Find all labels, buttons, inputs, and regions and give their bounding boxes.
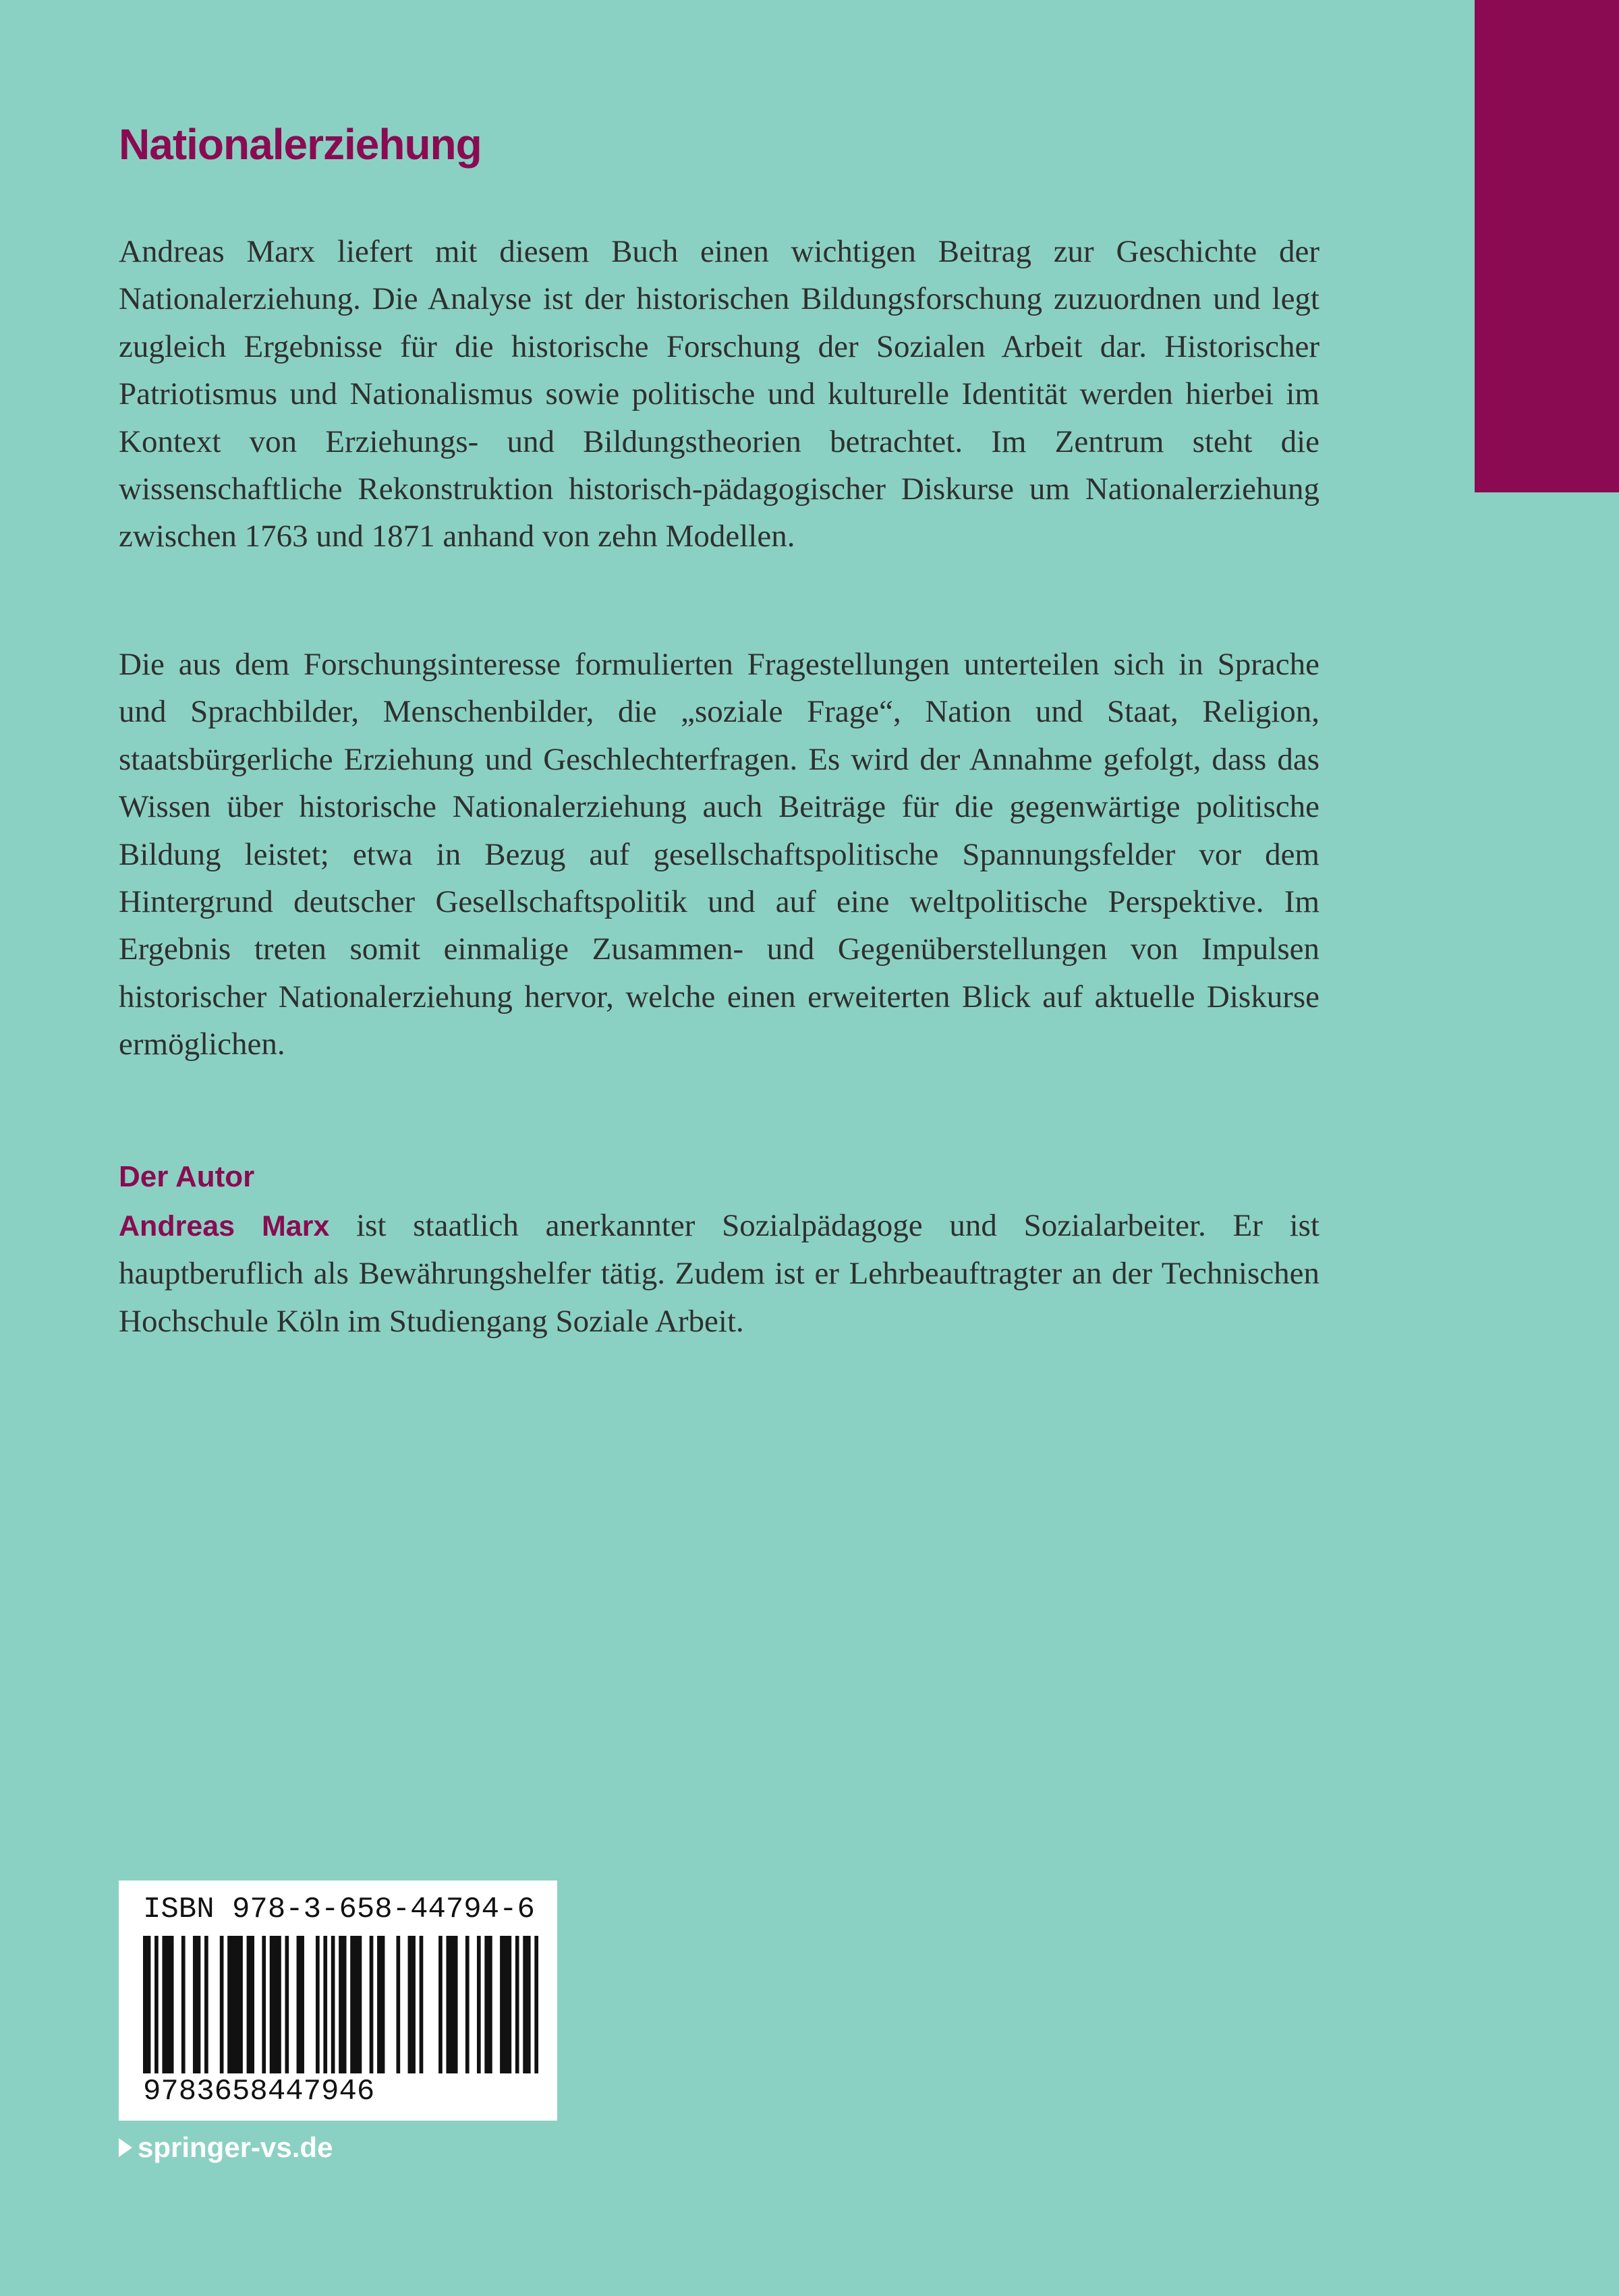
barcode-bar xyxy=(270,1936,281,2073)
barcode-bar xyxy=(370,1936,374,2073)
author-name: Andreas Marx xyxy=(119,1210,330,1242)
author-heading: Der Autor xyxy=(119,1160,255,1193)
website-text: springer-vs.de xyxy=(138,2131,333,2163)
barcode-bar xyxy=(339,1936,346,2073)
author-bio xyxy=(119,1202,1319,1345)
barcode-bar xyxy=(377,1936,385,2073)
barcode-bar xyxy=(193,1936,200,2073)
isbn-label: ISBN 978-3-658-44794-6 xyxy=(143,1893,535,1926)
barcode-bar xyxy=(484,1936,492,2073)
barcode-bar xyxy=(408,1936,416,2073)
barcode-bar xyxy=(181,1936,186,2073)
barcode-bar xyxy=(477,1936,481,2073)
barcode-bar xyxy=(523,1936,530,2073)
book-title: Nationalerziehung xyxy=(119,120,482,169)
barcode-bar xyxy=(143,1936,150,2073)
barcode-bar xyxy=(262,1936,266,2073)
barcode-bar xyxy=(220,1936,224,2073)
barcode-bar xyxy=(465,1936,470,2073)
barcode-bar xyxy=(316,1936,320,2073)
barcode-bar xyxy=(162,1936,173,2073)
barcode-bar xyxy=(446,1936,457,2073)
barcode-bar xyxy=(247,1936,254,2073)
description-paragraph-2: Die aus dem Forschungsinteresse formulierten Fragestellungen unterteilen sich in Sprache und Sprachbilder, Menschenbilder, die „soziale Frage“, Nation und Staat, Religion, staatsbürgerliche Erziehung und Geschlechterfragen. Es wird der Annahme gefolgt, dass das Wissen über historische Nationalerziehung auch Beiträge für die gegenwärtige politische Bildung leistet; etwa in Bezug auf gesellschaftspolitische Spannungsfelder vor dem Hintergrund deutscher Gesellschaftspolitik und auf eine weltpolitische Perspektive. Im Ergebnis treten somit einmalige Zusammen- und Gegenüberstellungen von Impulsen historischer Nationalerziehung hervor, welche einen erweiterten Blick auf aktuelle Diskurse ermöglichen. xyxy=(119,647,1319,1062)
barcode-bar xyxy=(331,1936,335,2073)
author-bio-text: ist staatlich anerkannter Sozialpädagoge und Sozialarbeiter. Er ist hauptberuflich als Bewährungshelfer tätig. Zudem ist er Lehrbeauftragter an der Technischen Hochschule Köln im Studiengang Soziale Arbeit. xyxy=(119,1208,1319,1339)
description-paragraph-1: Andreas Marx liefert mit diesem Buch einen wichtigen Beitrag zur Geschichte der Nationalerziehung. Die Analyse ist der historischen Bildungsforschung zuzuordnen und legt zugleich Ergebnisse für die historische Forschung der Sozialen Arbeit dar. Historischer Patriotismus und Nationalismus sowie politische und kulturelle Identität werden hierbei im Kontext von Erziehungs- und Bildungstheorien betrachtet. Im Zentrum steht die wissenschaftliche Rekonstruktion historisch-pädagogischer Diskurse um Nationalerziehung zwischen 1763 und 1871 anhand von zehn Modellen. xyxy=(119,234,1319,554)
barcode-bar xyxy=(438,1936,443,2073)
barcode-bar xyxy=(204,1936,208,2073)
publisher-website[interactable] xyxy=(119,2131,333,2164)
barcode-bar xyxy=(350,1936,362,2073)
barcode-bar xyxy=(534,1936,538,2073)
barcode-bar xyxy=(154,1936,159,2073)
barcode-bar xyxy=(323,1936,327,2073)
barcode-bar xyxy=(297,1936,304,2073)
barcode-bar xyxy=(515,1936,519,2073)
triangle-right-icon xyxy=(119,2138,132,2157)
barcode-digits: 9783658447946 xyxy=(143,2075,375,2108)
barcode-bar xyxy=(420,1936,424,2073)
barcode-bars xyxy=(143,1936,538,2073)
barcode-bar xyxy=(285,1936,289,2073)
barcode-bar xyxy=(396,1936,400,2073)
barcode-bar xyxy=(227,1936,243,2073)
isbn-barcode xyxy=(119,1881,557,2121)
barcode-bar xyxy=(500,1936,511,2073)
accent-block xyxy=(1475,0,1619,492)
